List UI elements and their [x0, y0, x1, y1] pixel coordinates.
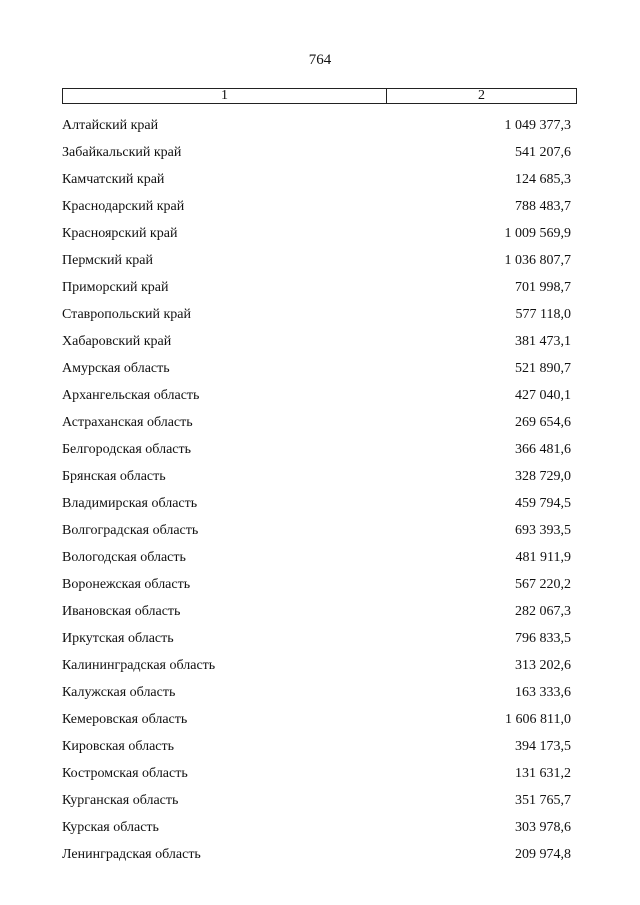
- region-name: Белгородская область: [62, 441, 192, 457]
- region-name: Пермский край: [62, 252, 153, 268]
- region-value: 303 978,6: [515, 819, 571, 835]
- region-name: Вологодская область: [62, 549, 186, 565]
- region-name: Калужская область: [62, 684, 176, 700]
- table-header-col-1: 1: [63, 89, 387, 103]
- region-name: Калининградская область: [62, 657, 216, 673]
- region-name: Амурская область: [62, 360, 170, 376]
- region-value: 124 685,3: [515, 171, 571, 187]
- table-row: [62, 436, 571, 463]
- region-value: 577 118,0: [515, 306, 571, 322]
- region-name: Камчатский край: [62, 171, 165, 187]
- table-header-col-2: 2: [478, 88, 485, 103]
- region-name: Курская область: [62, 819, 159, 835]
- table-row: [62, 652, 571, 679]
- region-value: 351 765,7: [515, 792, 571, 808]
- table-row: [62, 706, 571, 733]
- region-name: Ленинградская область: [62, 846, 201, 862]
- region-name: Краснодарский край: [62, 198, 185, 214]
- region-value: 163 333,6: [515, 684, 571, 700]
- table-row: [62, 247, 571, 274]
- region-name: Астраханская область: [62, 414, 193, 430]
- region-name: Ивановская область: [62, 603, 181, 619]
- region-value: 366 481,6: [515, 441, 571, 457]
- table-row: [62, 490, 571, 517]
- region-name: Красноярский край: [62, 225, 178, 241]
- table-row: [62, 382, 571, 409]
- table-row: [62, 274, 571, 301]
- region-name: Иркутская область: [62, 630, 174, 646]
- region-name: Волгоградская область: [62, 522, 199, 538]
- table-row: [62, 787, 571, 814]
- table-body: [62, 112, 571, 868]
- region-value: 541 207,6: [515, 144, 571, 160]
- table-row: [62, 463, 571, 490]
- region-value: 269 654,6: [515, 414, 571, 430]
- table-row: [62, 193, 571, 220]
- region-value: 131 631,2: [515, 765, 571, 781]
- table-row: [62, 679, 571, 706]
- region-name: Воронежская область: [62, 576, 191, 592]
- region-name: Кемеровская область: [62, 711, 188, 727]
- table-row: [62, 166, 571, 193]
- region-value: 481 911,9: [515, 549, 571, 565]
- table-row: [62, 409, 571, 436]
- table-row: [62, 112, 571, 139]
- table-row: [62, 733, 571, 760]
- region-name: Владимирская область: [62, 495, 198, 511]
- region-value: 282 067,3: [515, 603, 571, 619]
- region-value: 796 833,5: [515, 630, 571, 646]
- table-row: [62, 355, 571, 382]
- table-row: [62, 544, 571, 571]
- region-name: Алтайский край: [62, 117, 159, 133]
- region-value: 1 009 569,9: [504, 225, 571, 241]
- table-header: [62, 88, 577, 104]
- table-row: [62, 571, 571, 598]
- table-row: [62, 220, 571, 247]
- region-value: 427 040,1: [515, 387, 571, 403]
- region-value: 521 890,7: [515, 360, 571, 376]
- region-name: Брянская область: [62, 468, 166, 484]
- table-row: [62, 301, 571, 328]
- region-value: 693 393,5: [515, 522, 571, 538]
- region-name: Ставропольский край: [62, 306, 191, 322]
- region-value: 381 473,1: [515, 333, 571, 349]
- table-row: [62, 598, 571, 625]
- region-name: Забайкальский край: [62, 144, 182, 160]
- page-number: 764: [308, 52, 332, 68]
- region-value: 1 036 807,7: [504, 252, 571, 268]
- table-row: [62, 517, 571, 544]
- table-row: [62, 760, 571, 787]
- region-name: Кировская область: [62, 738, 175, 754]
- region-value: 567 220,2: [515, 576, 571, 592]
- table-row: [62, 139, 571, 166]
- region-value: 701 998,7: [515, 279, 571, 295]
- table-row: [62, 841, 571, 868]
- region-name: Костромская область: [62, 765, 188, 781]
- table-row: [62, 814, 571, 841]
- region-value: 328 729,0: [515, 468, 571, 484]
- table-row: [62, 328, 571, 355]
- table-row: [62, 625, 571, 652]
- region-value: 209 974,8: [515, 846, 571, 862]
- region-value: 788 483,7: [515, 198, 571, 214]
- region-name: Хабаровский край: [62, 333, 172, 349]
- region-value: 1 049 377,3: [504, 117, 571, 133]
- region-value: 459 794,5: [515, 495, 571, 511]
- region-name: Курганская область: [62, 792, 179, 808]
- region-value: 394 173,5: [515, 738, 571, 754]
- region-value: 1 606 811,0: [505, 711, 571, 727]
- region-name: Архангельская область: [62, 387, 200, 403]
- region-value: 313 202,6: [515, 657, 571, 673]
- region-name: Приморский край: [62, 279, 169, 295]
